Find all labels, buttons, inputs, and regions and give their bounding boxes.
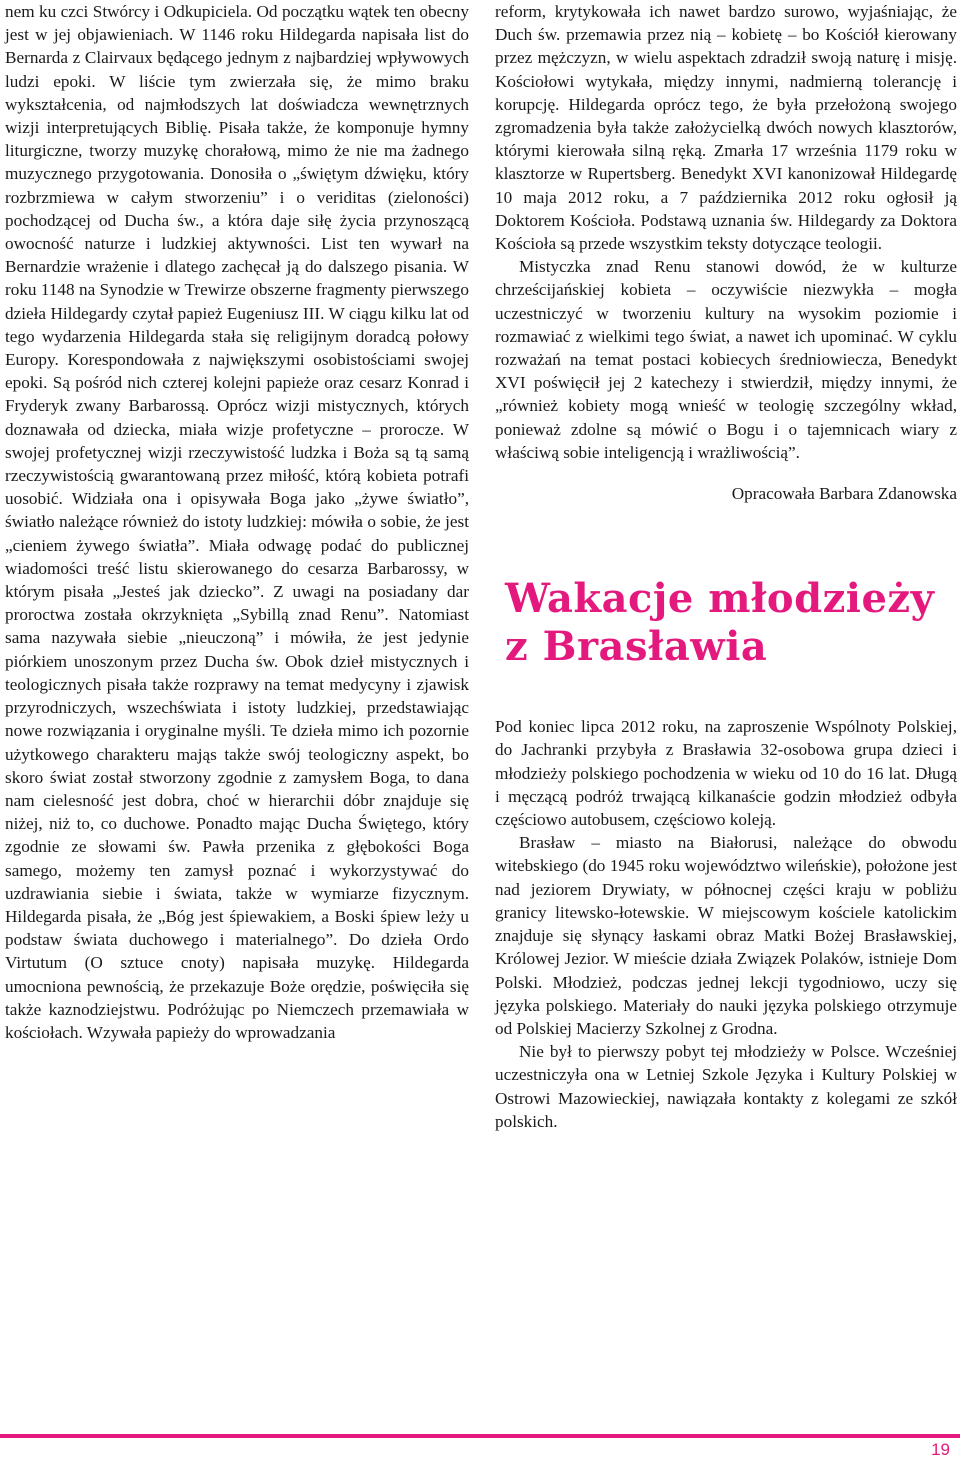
body-paragraph: nem ku czci Stwórcy i Odkupiciela. Od początku wątek ten obecny jest w jej objawieniach. W 1146 roku Hildegarda napisała list do Bernarda z Clairvaux będącego jednym z najbardziej wpływowych ludzi epoki. W liście tym zwierzała się, że mimo braku wykształcenia, od najmłodszych lat doświadcza wewnętrznych wizji interpretujących Biblię. Pisała także, że komponuje hymny liturgiczne, tworzy muzykę chorałową, mimo że nie ma żadnego muzycznego przygotowania. Donosiła o „świętym dźwięku, który rozbrzmiewa w całym stworzeniu” i o veriditas (zieloności) pochodzącej od Ducha św., a która daje siłę życia przynoszącą owocność naturze i ludzkiej aktywności. List ten wywarł na Bernardzie wrażenie i dlatego zachęcał ją do dalszego pisania. W roku 1148 na Synodzie w Trewirze obszerne fragmenty pierwszego dzieła Hildegardy czytał papież Eugeniusz III. W ciągu kilku lat od tego wydarzenia Hildegarda stała się religijnym doradcą połowy Europy. Korespondowała z największymi osobistościami swojej epoki. Są pośród nich czterej kolejni papieże oraz cesarz Konrad i Fryderyk zwany Barbarossą. Oprócz wizji mistycznych, których doznawała od dziecka, miała wizje profetyczne – prorocze. W swojej profetycznej wizji rzeczywistość ludzka i Boża są tą samą rzeczywistością gwarantowaną przez miłość, którą kobieta potrafi uosobić. Widziała ona i opisywała Boga jako „żywe światło”, światło należące również do istoty ludzkiej: mówiła o sobie, że jest „cieniem żywego światła”. Miała odwagę podać do publicznej wiadomości treść listu skierowanego do cesarza Barbarossy, w którym pisała „Jesteś jak dziecko”. Z uwagi na posiadany dar proroctwa została okrzyknięta „Sybillą znad Renu”. Natomiast sama nazywała siebie „nieuczoną” i mówiła, że jest jedynie piórkiem unoszonym przez Ducha św. Obok dzieł mistycznych i teologicznych pisała także rozprawy na temat medycyny i zjawisk przyrodniczych, wszechświata i istoty ludzkiej, przedstawiając nowe rozwiązania i oryginalne myśli. Te dzieła mimo ich pozornie użytkowego charakteru mająs także swój teologiczny aspekt, bo skoro świat został stworzony zgodnie z zamysłem Boga, to dana nam cielesność jest dobra, choć w hierarchii dóbr znajduje się niżej, niż to, co duchowe. Ponadto mając Ducha Świętego, który zgodnie ze słowami św. Pawła przenika z głębokości Boga samego, możemy ten zamysł poznać i wykorzystywać do uzdrawiania siebie i świata, także w wymiarze fizycznym. Hildegarda pisała, że „Bóg jest śpiewakiem, a Boski śpiew leży u podstaw świata duchowego i materialnego”. Do dzieła Ordo Virtutum (O sztuce cnoty) napisała muzykę. Hildegarda umocniona pewnością, że przekazuje Boże orędzie, poświęciła się także kaznodziejstwu. Podróżując po Niemczech przemawiała w kościołach. Wzywała papieży do wprowadzania bbox=[5, 2, 469, 1042]
body-paragraph: Mistyczka znad Renu stanowi dowód, że w kulturze chrześcijańskiej kobieta – oczywiście niezwykła – mogła uczestniczyć w tworzeniu kultury na wysokim poziomie i rozmawiać z wielkimi tego świat, a nawet ich upominać. W cyklu rozważań na temat postaci kobiecych średniowiecza, Benedykt XVI poświęcił jej 2 katechezy i stwierdził, między innymi, że „również kobiety mogą wnieść w teologię szczególny wkład, ponieważ zdolne są mówić o Bogu i o tajemnicach wiary z właściwą sobie inteligencją i wrażliwością”. bbox=[495, 257, 957, 462]
article-paragraph: Pod koniec lipca 2012 roku, na zaproszenie Wspólnoty Polskiej, do Jachranki przybyła z Brasławia 32-osobowa grupa dzieci i młodzieży polskiego pochodzenia w wieku od 10 do 16 lat. Długą i męczącą podróż trwającą kilkanaście godzin młodzież odbyła częściowo autobusem, częściowo koleją. bbox=[495, 717, 957, 830]
footer-rule bbox=[0, 1434, 960, 1438]
author-byline: Opracowała Barbara Zdanowska bbox=[731, 484, 957, 504]
article-title bbox=[505, 575, 957, 671]
right-column bbox=[495, 0, 957, 1133]
article-title-line-1: Wakacje młodzieży bbox=[505, 575, 935, 623]
left-column bbox=[5, 0, 469, 1044]
article-paragraph: Nie był to pierwszy pobyt tej młodzieży w Polsce. Wcześniej uczestniczyła ona w Letniej Szkole Języka i Kultury Polskiej w Ostrowi Mazowieckiej, nawiązała kontakty z kolegami ze szkół polskich. bbox=[495, 1042, 957, 1131]
body-paragraph: reform, krytykowała ich nawet bardzo surowo, wyjaśniając, że Duch św. przemawia przez nią – kobietę – bo Kościół kierowany przez mężczyzn, w wielu aspektach zdradził swoją naturę i misję. Kościołowi wytykała, między innymi, nadmierną tolerancję i korupcję. Hildegarda oprócz tego, że była przełożoną swojego zgromadzenia była także założycielką dwóch nowych klasztorów, którymi kierowała silną ręką. Zmarła 17 września 1179 roku w klasztorze w Rupertsberg. Benedykt XVI kanonizował Hildegardę 10 maja 2012 roku, a 7 października 2012 roku ogłosił ją Doktorem Kościoła. Podstawą uznania św. Hildegardy za Doktora Kościoła są przede wszystkim teksty dotyczące teologii. bbox=[495, 2, 957, 254]
page-number: 19 bbox=[931, 1440, 950, 1459]
article-paragraph: Brasław – miasto na Białorusi, należące do obwodu witebskiego (do 1945 roku województwo wileńskie), położone jest nad jeziorem Drywiaty, w północnej części kraju w pobliżu granicy litewsko-łotewskie. W miejscowym kościele katolickim znajduje się słynący łaskami obraz Matki Bożej Brasławskiej, Królowej Jezior. W mieście działa Związek Polaków, istnieje Dom Polski. Młodzież, podczas jednej lekcji tygodniowo, uczy się języka polskiego. Materiały do nauki języka polskiego otrzymuje od Polskiej Macierzy Szkolnej z Grodna. bbox=[495, 833, 957, 1038]
article-title-line-2: z Brasławia bbox=[505, 623, 768, 671]
